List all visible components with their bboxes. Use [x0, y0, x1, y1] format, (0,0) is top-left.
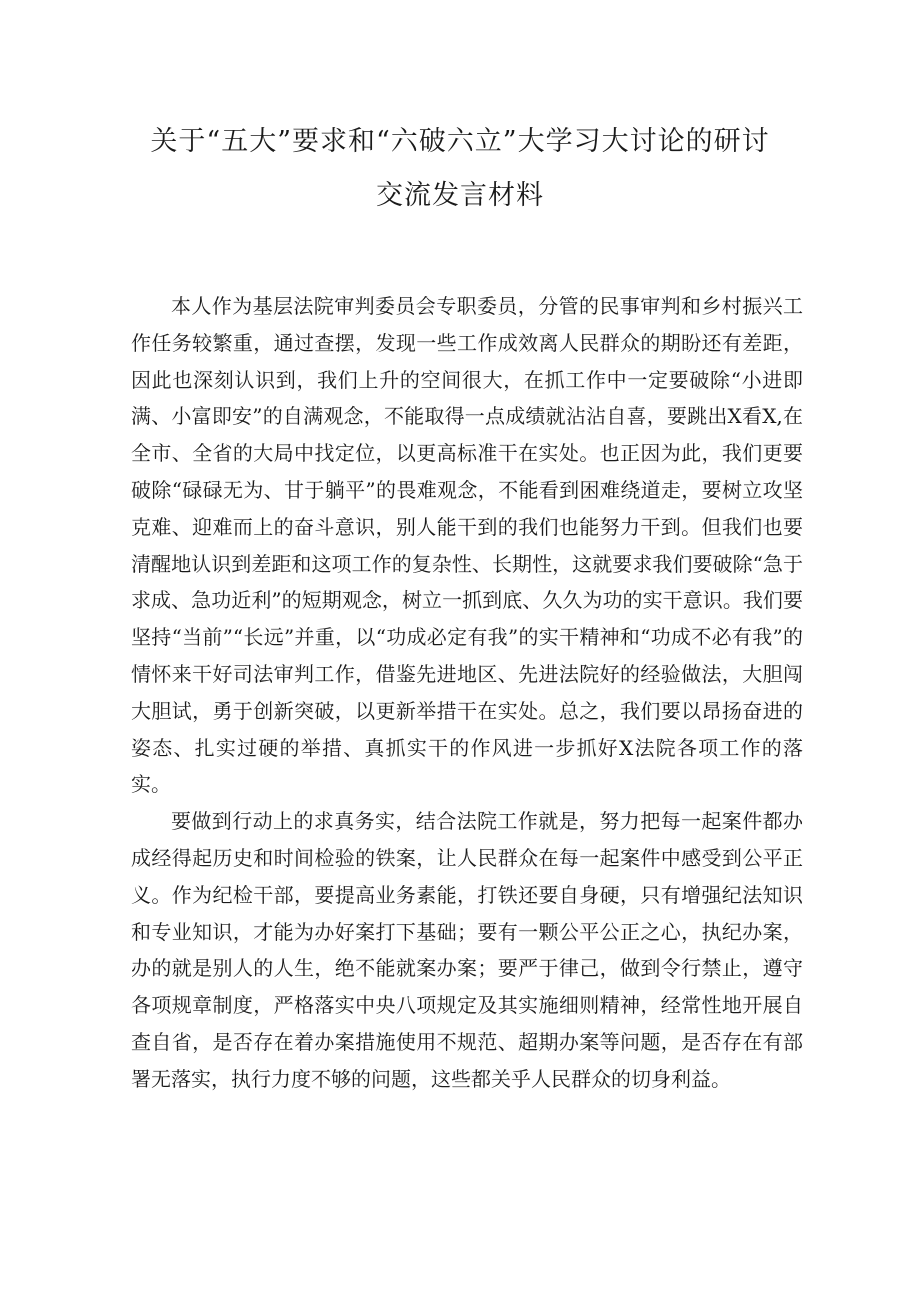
document-body [131, 288, 803, 1098]
body-paragraph-1: 本人作为基层法院审判委员会专职委员，分管的民事审判和乡村振兴工作任务较繁重，通过查摆，发现一些工作成效离人民群众的期盼还有差距，因此也深刻认识到，我们上升的空间很大，在抓工作中一定要破除“小进即满、小富即安”的自满观念，不能取得一点成绩就沾沾自喜，要跳出X看X,在全市、全省的大局中找定位，以更高标准干在实处。也正因为此，我们更要破除“碌碌无为、甘于躺平”的畏难观念，不能看到困难绕道走，要树立攻坚克难、迎难而上的奋斗意识，别人能干到的我们也能努力干到。但我们也要清醒地认识到差距和这项工作的复杂性、长期性，这就要求我们要破除“急于求成、急功近利”的短期观念，树立一抓到底、久久为功的实干意识。我们要坚持“当前”“长远”并重，以“功成必定有我”的实干精神和“功成不必有我”的情怀来干好司法审判工作，借鉴先进地区、先进法院好的经验做法，大胆闯大胆试，勇于创新突破，以更新举措干在实处。总之，我们要以昂扬奋进的姿态、扎实过硬的举措、真抓实干的作风进一步抓好X法院各项工作的落实。 [131, 294, 803, 797]
document-title-line-2: 交流发言材料 [376, 180, 544, 211]
document-title-line-1: 关于“五大”要求和“六破六立”大学习大讨论的研讨 [150, 126, 770, 157]
body-paragraph-2: 要做到行动上的求真务实，结合法院工作就是，努力把每一起案件都办成经得起历史和时间检验的铁案，让人民群众在每一起案件中感受到公平正义。作为纪检干部，要提高业务素能，打铁还要自身硬，只有增强纪法知识和专业知识，才能为办好案打下基础；要有一颗公平公正之心，执纪办案，办的就是别人的人生，绝不能就案办案；要严于律己，做到令行禁止，遵守各项规章制度，严格落实中央八项规定及其实施细则精神，经常性地开展自查自省，是否存在着办案措施使用不规范、超期办案等问题，是否存在有部署无落实，执行力度不够的问题，这些都关乎人民群众的切身利益。 [131, 809, 803, 1091]
